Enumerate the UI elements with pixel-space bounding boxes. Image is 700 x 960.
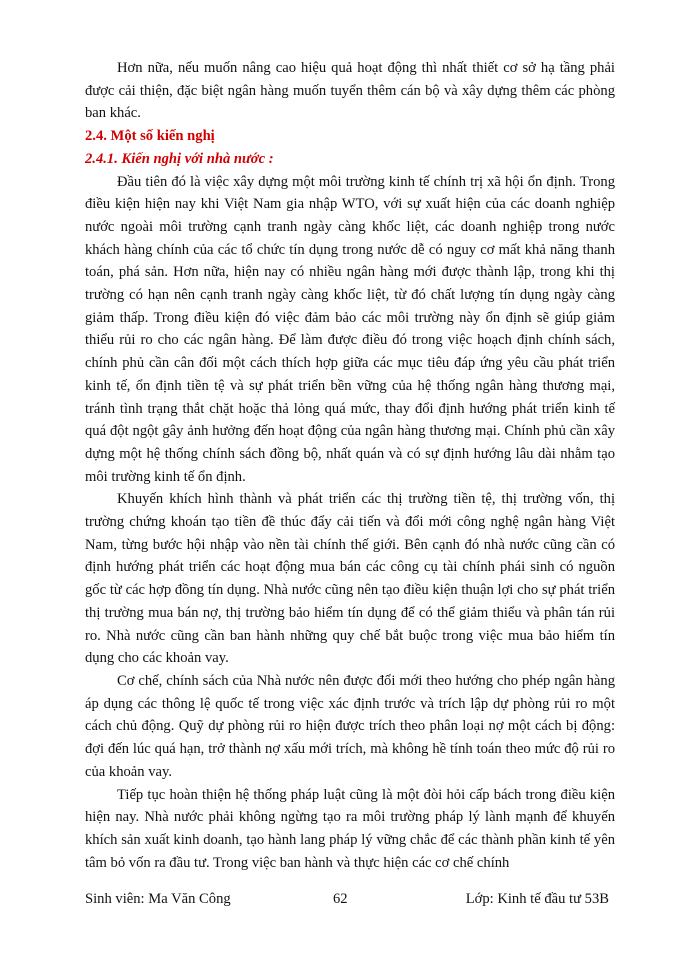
- body-paragraph: Tiếp tục hoàn thiện hệ thống pháp luật cũng là một đòi hỏi cấp bách trong điều kiện hiện nay. Nhà nước phải không ngừng tạo ra môi trường pháp lý lành mạnh để khuyến khích sản xuất kinh doanh, tạo hành lang pháp lý vững chắc để các thành phần kinh tế yên tâm bỏ vốn ra đầu tư. Trong việc ban hành và thực hiện các cơ chế chính: [85, 786, 615, 871]
- intro-paragraph: Hơn nữa, nếu muốn nâng cao hiệu quả hoạt động thì nhất thiết cơ sở hạ tầng phải được cải thiện, đặc biệt ngân hàng muốn tuyển thêm cán bộ và xây dựng thêm các phòng ban khác.: [85, 60, 615, 122]
- body-paragraph: Cơ chế, chính sách của Nhà nước nên được đổi mới theo hướng cho phép ngân hàng áp dụng các thông lệ quốc tế trong việc xác định trước và trích lập dự phòng rủi ro một cách chủ động. Quỹ dự phòng rủi ro hiện được trích theo phân loại nợ một cách bị động: đợi đến lúc quá hạn, trở thành nợ xấu mới trích, mà không hề tính toán theo mức độ rủi ro của khoản vay.: [85, 672, 615, 780]
- document-body: [85, 57, 615, 874]
- body-paragraph: Khuyến khích hình thành và phát triển các thị trường tiền tệ, thị trường vốn, thị trường chứng khoán tạo tiền đề thúc đẩy cải tiến và đổi mới công nghệ ngân hàng Việt Nam, từng bước hội nhập vào nền tài chính thế giới. Bên cạnh đó nhà nước cũng cần có định hướng phát triển các hoạt động mua bán các công cụ tài chính phái sinh có nguồn gốc từ các hợp đồng tín dụng. Nhà nước cũng nên tạo điều kiện thuận lợi cho sự phát triển thị trường mua bán nợ, thị trường bảo hiểm tín dụng để có thể giảm thiểu và phân tán rủi ro. Nhà nước cũng cần ban hành những quy chế bắt buộc trong việc mua bảo hiểm tín dụng cho các khoản vay.: [85, 491, 615, 667]
- subsection-heading: 2.4.1. Kiến nghị với nhà nước :: [85, 150, 274, 167]
- footer-page-number: 62: [333, 891, 348, 907]
- footer-class: Lớp: Kinh tế đầu tư 53B: [465, 891, 609, 907]
- section-heading: 2.4. Một số kiến nghị: [85, 128, 215, 145]
- footer-student: Sinh viên: Ma Văn Công: [85, 891, 231, 907]
- body-paragraph: Đầu tiên đó là việc xây dựng một môi trường kinh tế chính trị xã hội ổn định. Trong điều kiện hiện nay khi Việt Nam gia nhập WTO, với sự xuất hiện của các doanh nghiệp nước ngoài môi trường cạnh tranh ngày càng khốc liệt, các doanh nghiệp trong nước khách hàng chính của các tổ chức tín dụng trong nước dễ có nguy cơ mất khả năng thanh toán, phá sản. Hơn nữa, hiện nay có nhiều ngân hàng mới được thành lập, trong khi thị trường có hạn nên cạnh tranh ngày càng khốc liệt, từ đó chất lượng tín dụng ngày càng giảm thấp. Trong điều kiện đó việc đảm bảo các môi trường này ổn định sẽ giúp giảm thiểu rủi ro cho các ngân hàng. Để làm được điều đó trong việc hoạch định chính sách, chính phủ cần cân đối một cách thích hợp giữa các mục tiêu đáp ứng yêu cầu phát triển kinh tế, ổn định tiền tệ và sự phát triển bền vững của hệ thống ngân hàng thương mại, tránh tình trạng thắt chặt hoặc thả lỏng quá mức, thay đổi định hướng phát triển kinh tế quá đột ngột gây ảnh hưởng đến hoạt động của ngân hàng thương mại. Chính phủ cần xây dựng một hệ thống chính sách đồng bộ, nhất quán và có sự định hướng lâu dài nhằm tạo môi trường kinh tế ổn định.: [85, 173, 615, 485]
